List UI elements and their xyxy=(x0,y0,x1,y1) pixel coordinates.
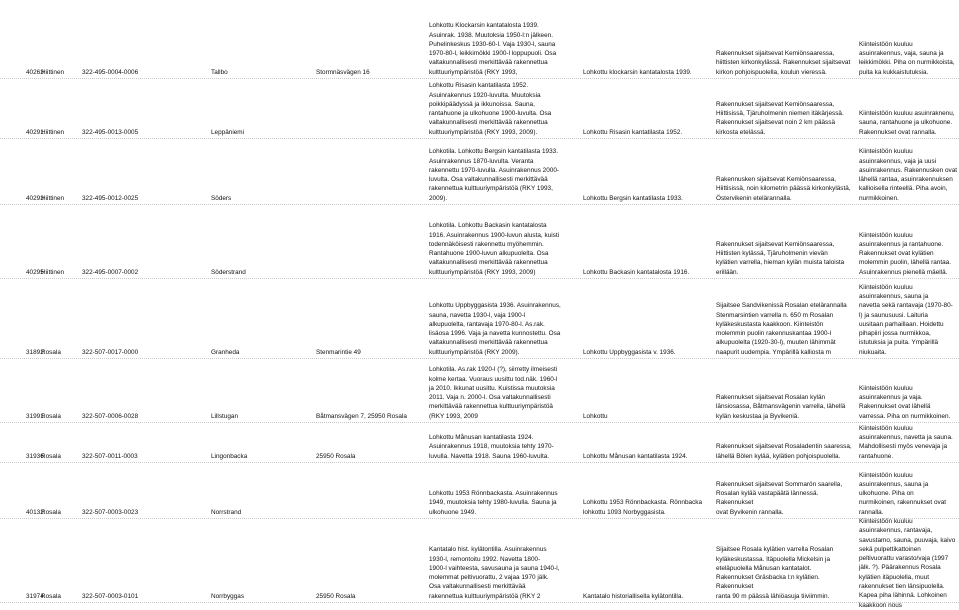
property-number: 40293 xyxy=(26,194,44,202)
street-address: Stormnäsvägen 16 xyxy=(316,68,370,76)
village-name: Hiittinen xyxy=(41,68,65,76)
history-description: Lohkotila. Lohkottu Bergsin kantatilasta 1933. Asuinrakennus 1870-luvulta. Veranta rakennettu 1970-luvulla. Asuinrakennus 2000- luvulta. Osa valtakunnallisesti merkittävää rakennettua kulttuuriympäristöä (RKY 1993, 2009). xyxy=(429,148,560,202)
buildings-description: Kiinteistöön kuuluu asuinrakennus, vaja ja uusi asuinrakennus. Rakennusken ovat lähellä rantaa, asuinrakennuksen kallioisella rinteellä. Piha avoin, nurmikkoinen. xyxy=(859,148,958,202)
village-name: Hiittinen xyxy=(41,268,65,276)
estate-name: Norrbyggas xyxy=(211,592,245,600)
table-row[interactable] xyxy=(0,518,959,609)
property-id: 322-507-0003-0101 xyxy=(82,592,139,600)
estate-name: Lillstugan xyxy=(211,412,239,420)
village-name: Hiittinen xyxy=(41,194,65,202)
table-row[interactable] xyxy=(0,138,959,204)
location-description: Rakennukset sijaitsevat Kemiönsaaressa, hiittisten kirkonkylässä. Rakennukset sijaitsevat kirkon pohjoispuolella, koulun vieressä. xyxy=(716,50,851,76)
table-row[interactable] xyxy=(0,358,959,422)
property-id: 322-495-0007-0002 xyxy=(82,268,139,276)
table-row[interactable] xyxy=(0,204,959,278)
village-name: Rosala xyxy=(41,508,61,516)
property-number: 31991 xyxy=(26,412,44,420)
history-description: Lohkotila. As.rak 1920-l (?), siirretty ilmeisesti kolme kertaa. Vuoraus uusittu tod.näk. 1960-l ja 2010. Ikkunat uusittu. Kuistissa muutoksia 2011. Vaja n. 2000-l. Osa valtakunnallisesti merkittävää rakennettua kulttuuriympäristöä (RKY 1993, 2009 xyxy=(429,366,558,420)
property-id: 322-507-0006-0028 xyxy=(82,412,139,420)
buildings-description: Kiinteistöön kuuluu asuinraknenu, sauna, rantahuone ja ulkohuone. Rakennukset ovat rannalla. xyxy=(859,110,955,136)
table-row[interactable] xyxy=(0,0,959,78)
property-number: 40291 xyxy=(26,128,44,136)
estate-name: Leppäniemi xyxy=(211,128,245,136)
property-number: 40295 xyxy=(26,268,44,276)
location-description: Sijaitsee Sandvikenissä Rosalan etelärannalla Stenmarsintien varrella n. 650 m Rosalan kyläkeskustasta kaakkoon. Kiinteistön molemmin puolin rakennuskantaa 1900-l alkupuolelta (1920-30-l), muuten lähimmät naapurit uudempia. Ympärillä kalliosta m xyxy=(716,302,847,356)
village-name: Rosala xyxy=(41,592,61,600)
origin-note: Lohkottu Bergsin kantatilasta 1933. xyxy=(583,194,683,202)
buildings-description: Kiinteistöön kuuluu asuinrakennus, rantavaja, savustamo, sauna, puuvaja, kaivo sekä pulpettikattoinen peltivuorattu varasto/vaja (1997 jälk. ?). Päärakennus Rosala kylätien itäpuolella, muut rakennukset tien länsipuolella. Kapea piha lähinnä. Lohkoinen kaakkoon nous xyxy=(859,518,956,609)
buildings-description: Kiinteistöön kuuluu asuinrakennus, sauna ja navetta sekä rantavaja (1970-80- l) ja saunusuusi. Laituria uusitaan parhaillaan. Hoidettu pihapiiri jossa nurmikkoa, istutuksia ja puita. Ympärillä niukuaita. xyxy=(859,283,953,356)
buildings-description: Kiinteistöön kuuluu asuinrakennus ja vaja. Rakennukset ovat lähellä varressa. Piha on nurmikkoinen. xyxy=(859,384,951,420)
history-description: Lohkottu Uppbyggasista 1936. Asuinrakennus, sauna, navetta 1930-l, vaja 1900-l alkupuolelta, rantavaja 1970-80-l. As.rak. lisäosa 1996. Vaja ja navetta kunnostettu. Osa valtakunnallisesti merkittävää rakennettua kulttuuriympäristöä (RKY 2009). xyxy=(429,302,561,356)
property-number: 31892 xyxy=(26,348,44,356)
history-description: Lohkottu Risasin kantatilasta 1952. Asuinrakennus 1920-luvulta. Muutoksia poikkipäädyssä ja ikkunoissa. Sauna, rantahuone ja ulkohuone 1900-luvulta. Osa valtakunnallisesti merkittävää rakennettua kulttuuriympäristöä (RKY 1993, 2009). xyxy=(429,82,552,136)
origin-note: Lohkottu klockarsin kantatalosta 1939. xyxy=(583,68,692,76)
estate-name: Lingonbacka xyxy=(211,452,248,460)
village-name: Rosala xyxy=(41,452,61,460)
location-description: Rakennukset sijaitsevat Rosaladentin saaressa, lähellä Bölen kylää, kylätien pohjoispuolella. xyxy=(716,443,852,460)
street-address: 25950 Rosala xyxy=(316,592,356,600)
property-id: 322-495-0004-0006 xyxy=(82,68,139,76)
location-description: Rakennukset sijaitsevat Sommarön saarella, Rosalan kylää vastapäätä lännessä. Rakennukset ovat Byvikenin rannalla. xyxy=(716,480,843,516)
street-address: 25950 Rosala xyxy=(316,452,356,460)
street-address: Stenmarintie 49 xyxy=(316,348,361,356)
history-description: Lohkottu Klockarsin kantatalosta 1939. Asuinrak. 1938. Muutoksia 1950-l:n jälkeen. Puhelinkeskus 1930-60-l. Vaja 1930-l, sauna 1970-80-l, leikkimökki 1900-l loppupuoli. Osa valtakunnallisesti merkittävää rakennettua kulttuuriympäristöä (RKY 1993, xyxy=(429,22,557,76)
property-id: 322-507-0003-0023 xyxy=(82,508,139,516)
estate-name: Söderstrand xyxy=(211,268,246,276)
property-id: 322-495-0013-0005 xyxy=(82,128,139,136)
buildings-description: Kiinteistöön kuuluu asuinrakennus, sauna ja ulkohuone. Piha on nurmikoinen, rakennukset ovat rannalla. xyxy=(859,471,947,516)
origin-note: Lohkottu Uppbyggasista v. 1936. xyxy=(583,348,676,356)
village-name: Rosala xyxy=(41,348,61,356)
estate-name: Norrstrand xyxy=(211,508,242,516)
village-name: Rosala xyxy=(41,412,61,420)
origin-note: Kantatalo historiallisella kylätontilla. xyxy=(583,592,684,600)
table-row[interactable] xyxy=(0,422,959,462)
origin-note: Lohkottu xyxy=(583,412,608,420)
location-description: Rakennukset sijaitsevat Kemiönsaaressa, Hiittisissä, Tjäruholmenin niemen itäkärjessä. Rakennukset sijaitsevat noin 2 km päässä kirkosta etelässä. xyxy=(716,100,844,136)
property-id: 322-507-0017-0000 xyxy=(82,348,139,356)
origin-note: Lohkottu 1953 Rönnbackasta. Rönnbacka lohkottu 1093 Norbyggasista. xyxy=(583,499,703,516)
estate-name: Granheda xyxy=(211,348,240,356)
history-description: Lohkotila. Lohkottu Backasin kantatalosta 1916. Asuinrakennus 1900-luvun alusta, kuisti todennäköisesti rakennettu myöhemmin. Rantahuone 1900-luvun alkupuolelta. Osa valtakunnallisesti merkittävää rakennettua kulttuuriympäristöä (RKY 1993, 2009) xyxy=(429,222,560,276)
table-row[interactable] xyxy=(0,462,959,518)
table-row[interactable] xyxy=(0,278,959,358)
property-id: 322-507-0011-0003 xyxy=(82,452,138,460)
history-description: Lohkottu Månusan kantatilasta 1924. Asuinrakennus 1918, muutoksia tehty 1970- luvulla. Navetta 1918. Sauna 1960-luvulta. xyxy=(429,434,554,460)
table-row[interactable] xyxy=(0,78,959,138)
street-address: Båtmansvägen 7, 25950 Rosala xyxy=(316,412,407,420)
property-number: 40132 xyxy=(26,508,44,516)
estate-name: Tallbo xyxy=(211,68,228,76)
origin-note: Lohkottu Backasin kantatalosta 1916. xyxy=(583,268,690,276)
history-description: Kantatalo hist. kylätontilla. Asuinrakennus 1930-l, remontoitu 1992. Navetta 1800- 1900-l vaihteesta, savusauna ja sauna 1940-l, molemmat peltivuorattu, 2 vajaa 1970 jälk. Osa valtakunnallisesti merkittävää rakennettua kulttuuriympäristöä (RKY 2 xyxy=(429,546,560,600)
history-description: Lohkottu 1953 Rönnbackasta. Asuinrakennus 1949, muutoksia tehty 1980-luvulla. Sauna ja ulkohuone 1949. xyxy=(429,490,558,516)
location-description: Rakennukset sijaitsevat Kemiönsaaressa, Hiittisten kylässä, Tjäruholmenin vievän kylätien varrella, hieman kylän muista taloista erillään. xyxy=(716,240,845,276)
origin-note: Lohkottu Månusan kantatilasta 1924. xyxy=(583,452,688,460)
origin-note: Lohkottu Risasin kantatilasta 1952. xyxy=(583,128,683,136)
village-name: Hiittinen xyxy=(41,128,65,136)
property-id: 322-495-0012-0025 xyxy=(82,194,139,202)
buildings-description: Kiinteistöön kuuluu asuinrakennus, vaja, sauna ja leikkimökki. Piha on nurmikkoista, puita ka kukkaistutuksia. xyxy=(859,40,955,76)
estate-name: Söders xyxy=(211,194,232,202)
buildings-description: Kiinteistöön kuuluu asuinrakennus ja rantahuone. Rakennukset ovat kylätien molemmin puolin, lähellä rantaa. Asuinrakennus pienellä mäellä. xyxy=(859,231,952,276)
property-number: 31974 xyxy=(26,592,44,600)
location-description: Rakennukset sijaitsevat Rosalan kylän länsiosassa, Båtmansvägenin varrella, lähellä kylän keskustaa ja Byvikeniä. xyxy=(716,394,846,420)
location-description: Sijaitsee Rosala kylätien varrella Rosalan kyläkeskustassa. Itäpuolella Mickelsin ja eteläpuolella Månusan kantatalot. Rakennukset Gräsbacka l:n kylätien. Rakennukset ranta 90 m päässä lähiöasuja tiiviimmin. xyxy=(716,546,834,600)
property-number: 40263 xyxy=(26,68,44,76)
buildings-description: Kiinteistöön kuuluu asuinrakennus, navetta ja sauna. Mahdollisesti myös venevaja ja rantahuone. xyxy=(859,424,953,460)
property-number: 31936 xyxy=(26,452,44,460)
row-divider xyxy=(0,602,959,603)
location-description: Rakennusken sijaitsevat Kemiönsaaressa, Hiittisissä, noin kilometrin päässä kirkonkylästä, Östervikenin etelärannalla. xyxy=(716,176,851,202)
